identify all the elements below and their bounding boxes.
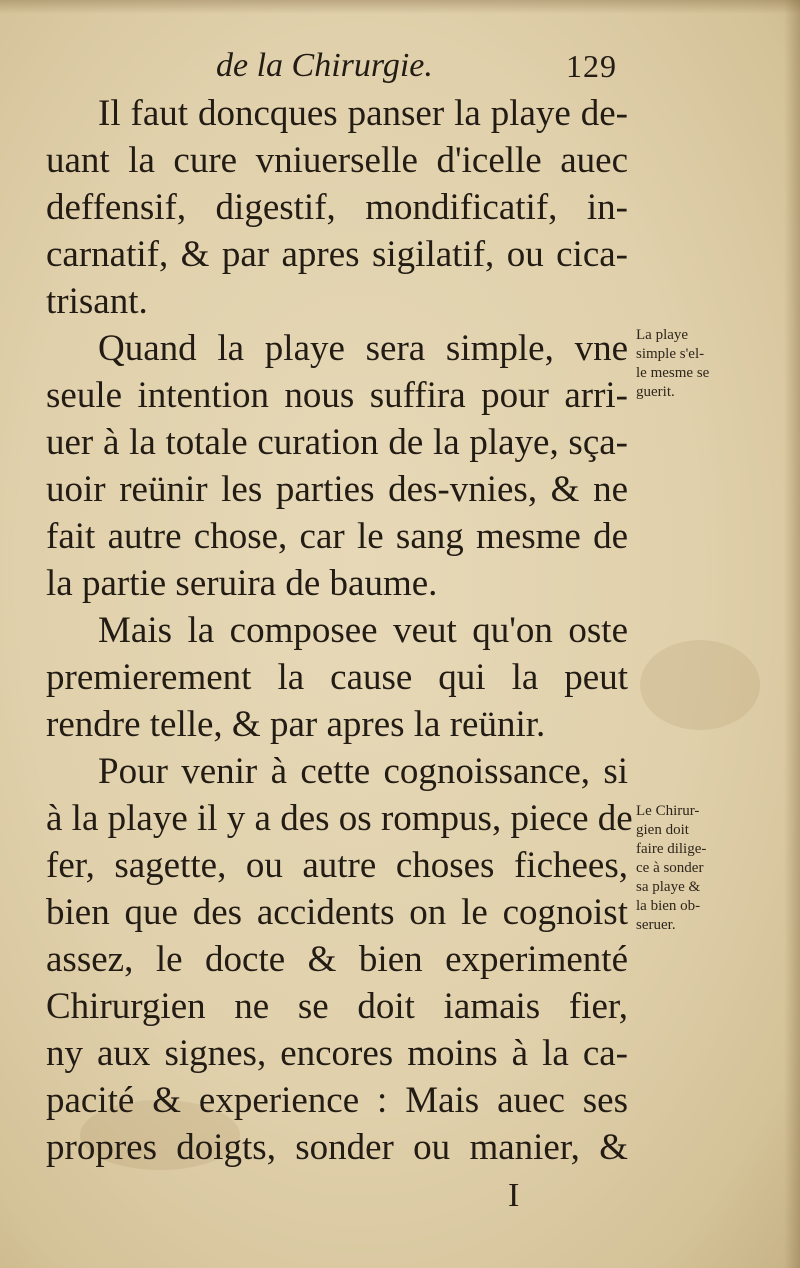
- text-line: Chirurgien ne se doit iamais fier,: [46, 986, 628, 1027]
- text-line: bien que des accidents on le cognoist: [46, 892, 628, 933]
- page-number: 129: [566, 48, 617, 84]
- text-line: deffensif, digestif, mondificatif, in-: [46, 187, 628, 228]
- text-line: uoir reünir les parties des-vnies, & ne: [46, 469, 628, 510]
- margin-note-line: faire dilige-: [636, 841, 707, 857]
- text-line: Quand la playe sera simple, vne: [98, 328, 628, 369]
- page-edge-shadow: [784, 0, 800, 1268]
- text-line: pacité & experience : Mais auec ses: [46, 1080, 628, 1121]
- text-line: uant la cure vniuerselle d'icelle auec: [46, 140, 628, 181]
- margin-note-line: gien doit: [636, 822, 689, 838]
- main-text: [46, 90, 633, 1171]
- text-line: carnatif, & par apres sigilatif, ou cica-: [46, 234, 628, 275]
- paper-stain: [640, 640, 760, 730]
- margin-note-line: La playe: [636, 327, 689, 343]
- text-line: seule intention nous suffira pour arri-: [46, 375, 628, 416]
- text-line: Mais la composee veut qu'on oste: [98, 610, 628, 651]
- text-line: Il faut doncques panser la playe de-: [98, 93, 628, 134]
- margin-note-simple-wound: [636, 326, 756, 402]
- margin-note-line: simple s'el-: [636, 346, 705, 362]
- margin-note-surgeon: [636, 802, 756, 935]
- margin-note-line: seruer.: [636, 917, 676, 933]
- text-line: uer à la totale curation de la playe, sça-: [46, 422, 628, 463]
- text-line: rendre telle, & par apres la reünir.: [46, 704, 546, 745]
- margin-note-line: guerit.: [636, 384, 675, 400]
- margin-note-line: Le Chirur-: [636, 803, 700, 819]
- margin-note-line: sa playe &: [636, 879, 701, 895]
- text-line: la partie seruira de baume.: [46, 563, 438, 604]
- margin-note-line: ce à sonder: [636, 860, 704, 876]
- text-line: propres doigts, sonder ou manier, &: [46, 1127, 628, 1168]
- page-top-shadow: [0, 0, 800, 14]
- running-title: de la Chirurgie.: [216, 47, 433, 84]
- text-line: premierement la cause qui la peut: [46, 657, 628, 698]
- text-line: trisant.: [46, 281, 148, 322]
- margin-note-line: le mesme se: [636, 365, 710, 381]
- text-line: Pour venir à cette cognoissance, si: [98, 751, 628, 792]
- text-line: ny aux signes, encores moins à la ca-: [46, 1033, 628, 1074]
- margin-note-line: la bien ob-: [636, 898, 701, 914]
- text-line: à la playe il y a des os rompus, piece de: [46, 798, 633, 839]
- text-line: assez, le docte & bien experimenté: [46, 939, 628, 980]
- signature-mark: I: [508, 1177, 520, 1214]
- text-line: fer, sagette, ou autre choses fichees,: [46, 845, 628, 886]
- text-line: fait autre chose, car le sang mesme de: [46, 516, 628, 557]
